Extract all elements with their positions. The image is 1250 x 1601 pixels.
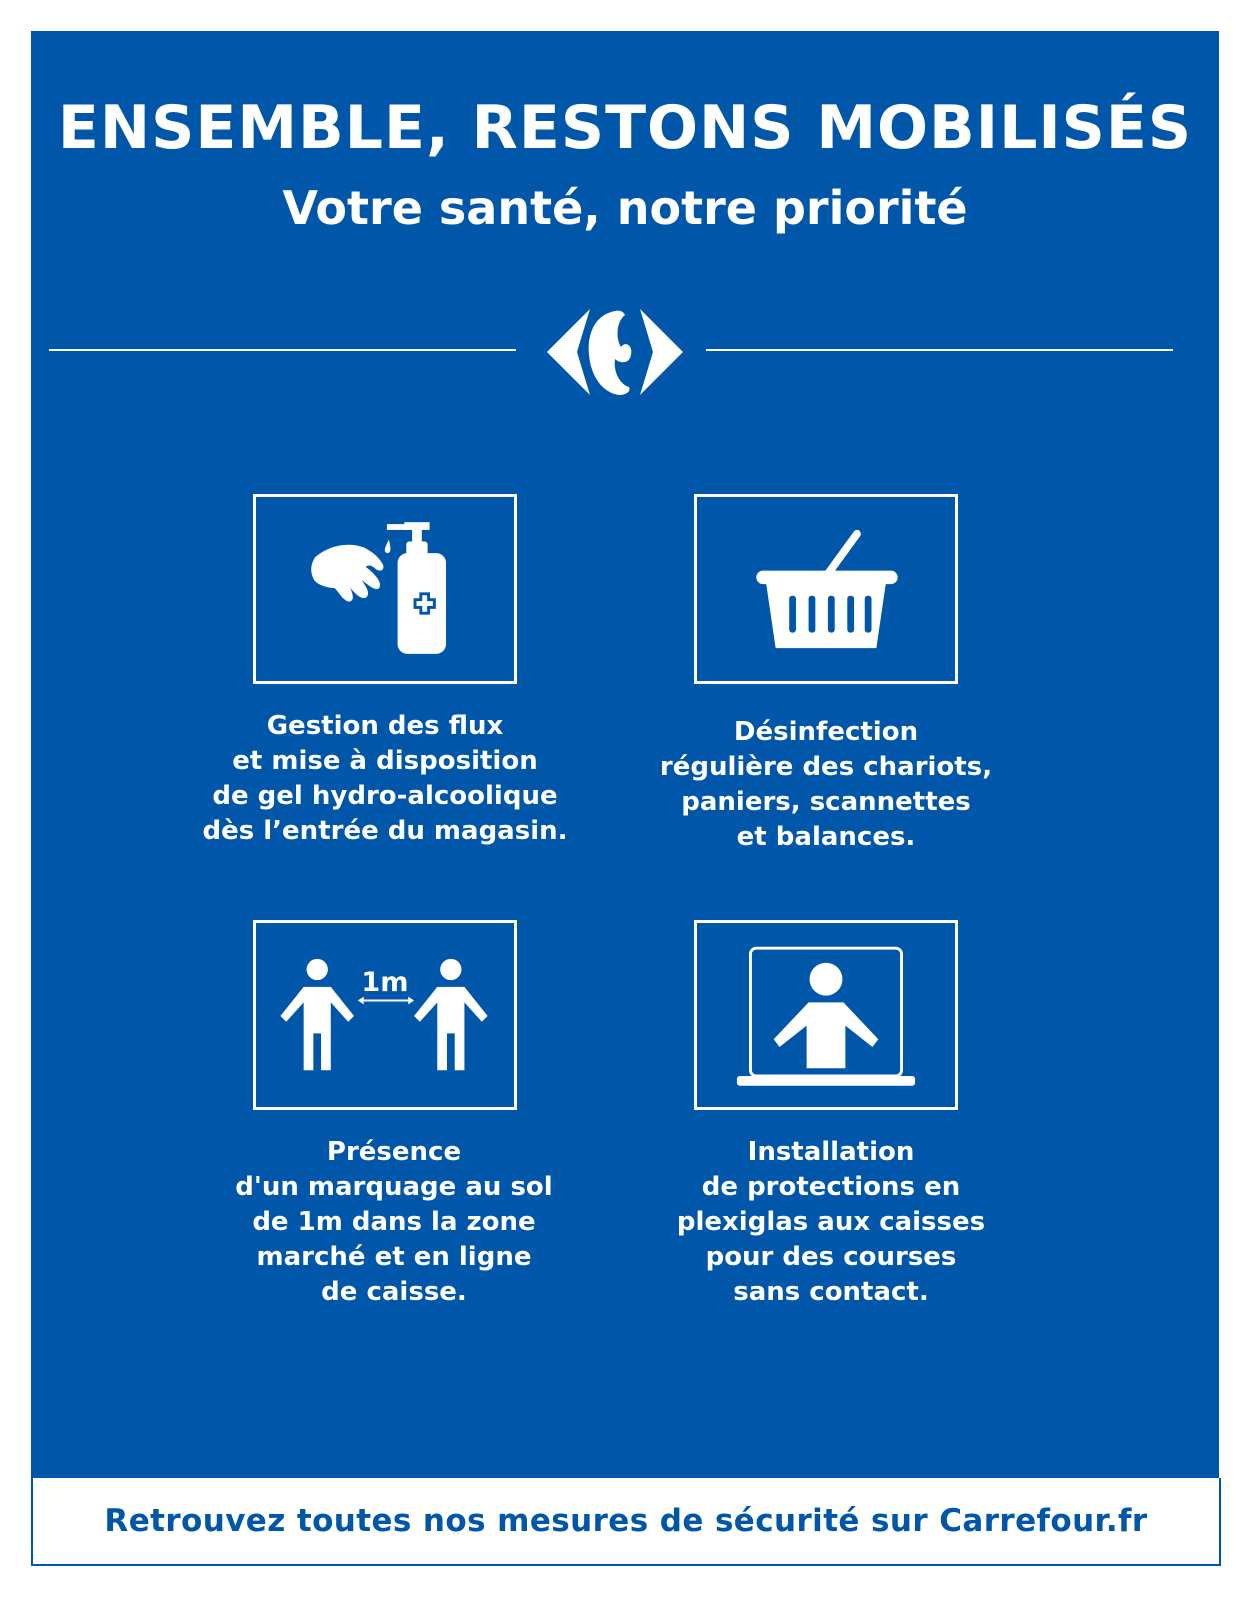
caption-line: et balances. — [736, 822, 916, 852]
measure-box-sanitizer — [253, 494, 517, 684]
measure-caption-basket — [626, 715, 1026, 855]
caption-line: Présence — [326, 1137, 462, 1167]
footer-banner — [31, 1478, 1221, 1566]
caption-line: de 1m dans la zone — [252, 1207, 536, 1237]
caption-line: sans contact. — [733, 1277, 929, 1307]
carrefour-logo-icon — [545, 307, 685, 397]
measure-caption-plexiglas — [631, 1135, 1031, 1310]
measure-box-plexiglas — [694, 920, 958, 1110]
caption-line: pour des courses — [705, 1242, 957, 1272]
caption-line: dès l’entrée du magasin. — [202, 816, 568, 846]
social-distance-icon — [256, 923, 514, 1107]
caption-line: Installation — [747, 1137, 915, 1167]
divider-right — [706, 349, 1173, 351]
measure-box-distance — [253, 920, 517, 1110]
hand-sanitizer-icon — [256, 497, 514, 681]
caption-line: et mise à disposition — [232, 746, 538, 776]
caption-line: de protections en — [701, 1172, 961, 1202]
page-subtitle: Votre santé, notre priorité — [282, 181, 968, 235]
caption-line: d'un marquage au sol — [235, 1172, 553, 1202]
divider-left — [49, 349, 516, 351]
measure-box-basket — [694, 494, 958, 684]
main-panel — [31, 31, 1219, 1478]
caption-line: Désinfection — [733, 717, 919, 747]
caption-line: de caisse. — [321, 1277, 467, 1307]
caption-line: régulière des chariots, — [659, 752, 993, 782]
footer-text[interactable]: Retrouvez toutes nos mesures de sécurité sur Carrefour.fr — [104, 1503, 1148, 1539]
page-title: ENSEMBLE, RESTONS MOBILISÉS — [57, 93, 1193, 163]
shopping-basket-icon — [697, 497, 955, 681]
caption-line: marché et en ligne — [256, 1242, 532, 1272]
caption-line: Gestion des flux — [266, 711, 504, 741]
measure-caption-distance — [194, 1135, 594, 1310]
distance-label: 1m — [361, 966, 409, 998]
plexiglas-screen-icon — [697, 923, 955, 1107]
caption-line: de gel hydro-alcoolique — [212, 781, 558, 811]
caption-line: plexiglas aux caisses — [676, 1207, 986, 1237]
caption-line: paniers, scannettes — [681, 787, 971, 817]
measure-caption-sanitizer — [185, 709, 585, 849]
